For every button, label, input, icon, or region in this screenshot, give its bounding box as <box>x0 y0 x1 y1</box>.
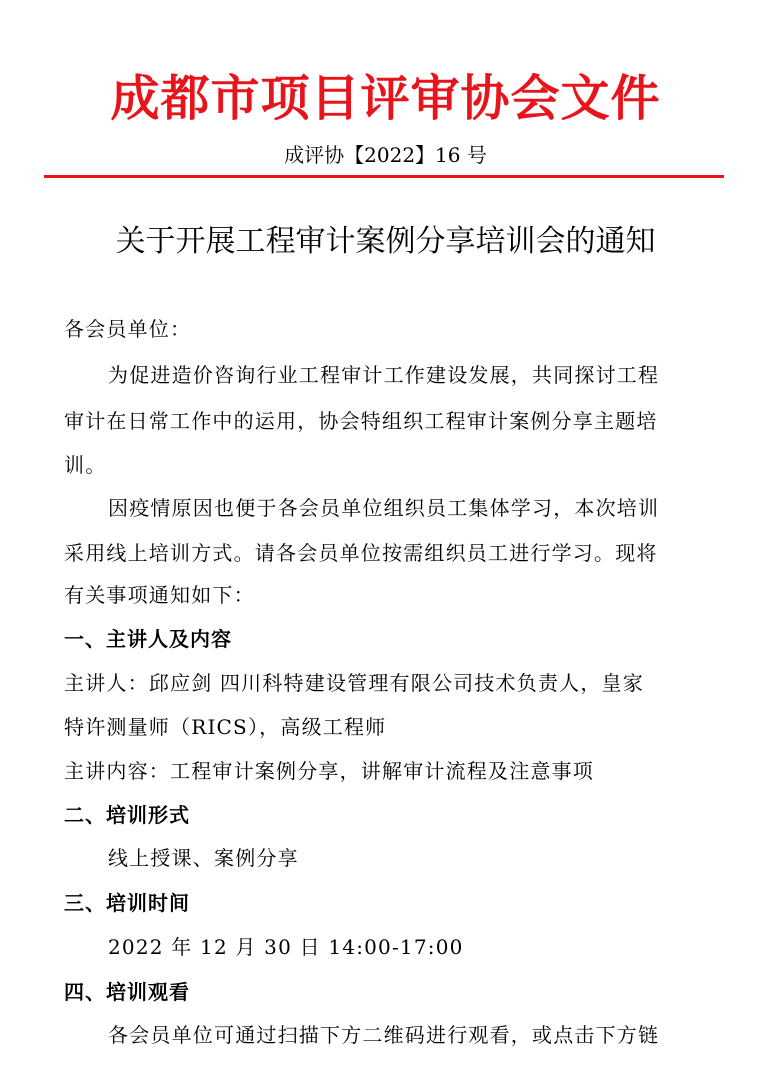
paragraph-1-line-3: 训。 <box>64 453 107 477</box>
red-divider-line <box>44 175 724 178</box>
paragraph-2-line-1: 因疫情原因也便于各会员单位组织员工集体学习，本次培训 <box>108 496 660 520</box>
section-1-line-3: 主讲内容：工程审计案例分享，讲解审计流程及注意事项 <box>64 759 594 783</box>
issuer-header-title: 成都市项目评审协会文件 <box>110 69 661 127</box>
paragraph-1-line-2: 审计在日常工作中的运用，协会特组织工程审计案例分享主题培 <box>64 409 658 433</box>
paragraph-1-line-1: 为促进造价咨询行业工程审计工作建设发展，共同探讨工程 <box>108 363 660 387</box>
section-4-heading: 四、培训观看 <box>64 980 190 1004</box>
paragraph-2-line-2: 采用线上培训方式。请各会员单位按需组织员工进行学习。现将 <box>64 541 658 565</box>
section-3-text: 2022 年 12 月 30 日 14:00-17:00 <box>108 935 464 959</box>
section-3-heading: 三、培训时间 <box>64 891 190 915</box>
notice-title: 关于开展工程审计案例分享培训会的通知 <box>115 224 656 259</box>
salutation: 各会员单位： <box>64 317 192 341</box>
paragraph-2-line-3: 有关事项通知如下： <box>64 583 255 607</box>
section-1-line-2: 特许测量师（RICS），高级工程师 <box>64 715 387 739</box>
section-2-text: 线上授课、案例分享 <box>108 846 299 870</box>
section-1-line-1: 主讲人：邱应剑 四川科特建设管理有限公司技术负责人，皇家 <box>64 671 644 695</box>
section-1-heading: 一、主讲人及内容 <box>64 627 232 651</box>
section-4-text: 各会员单位可通过扫描下方二维码进行观看，或点击下方链 <box>108 1023 660 1047</box>
section-2-heading: 二、培训形式 <box>64 803 190 827</box>
document-number: 成评协【2022】16 号 <box>284 143 487 167</box>
